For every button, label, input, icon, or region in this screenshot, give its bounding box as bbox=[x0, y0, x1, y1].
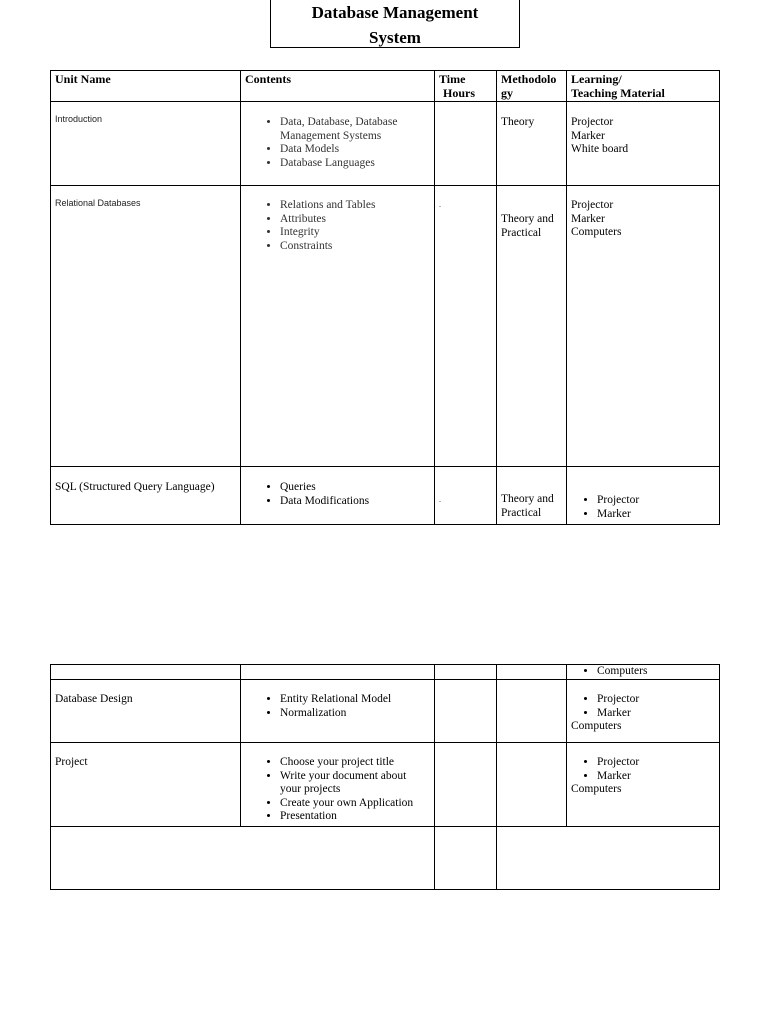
method-line-2: Practical bbox=[501, 226, 542, 239]
materials-list bbox=[567, 693, 719, 720]
contents-cell bbox=[241, 467, 435, 525]
document-title bbox=[270, 0, 520, 48]
header-contents: Contents bbox=[241, 71, 435, 102]
time-cell bbox=[435, 680, 497, 743]
time-cell bbox=[435, 827, 497, 890]
methodology-cell bbox=[497, 680, 567, 743]
unit-name-cell: Relational Databases bbox=[51, 186, 241, 467]
header-material-line-1: Learning/ bbox=[571, 72, 622, 86]
unit-name-cell: Database Design bbox=[51, 680, 241, 743]
header-time-hours bbox=[435, 71, 497, 102]
unit-name-cell: SQL (Structured Query Language) bbox=[51, 467, 241, 525]
materials-cell bbox=[567, 186, 720, 467]
list-item: • Entity Relational Model bbox=[280, 693, 434, 707]
time-cell: . bbox=[435, 186, 497, 467]
list-item: • Create your own Application bbox=[280, 797, 434, 811]
contents-list bbox=[241, 199, 434, 253]
list-item: • Marker bbox=[597, 770, 719, 784]
time-cell: . bbox=[435, 467, 497, 525]
list-item: • Data Models bbox=[280, 143, 434, 157]
list-item: • Normalization bbox=[280, 707, 434, 721]
header-material-line-2: Teaching Material bbox=[571, 86, 665, 100]
list-item: • Presentation bbox=[280, 810, 434, 824]
contents-cell bbox=[241, 743, 435, 827]
unit-name-cell bbox=[51, 665, 241, 680]
list-item: • Projector bbox=[597, 494, 719, 508]
header-time-line-1: Time bbox=[439, 72, 466, 86]
contents-cell bbox=[241, 186, 435, 467]
time-cell bbox=[435, 743, 497, 827]
material-item: Marker bbox=[571, 212, 605, 225]
empty-merged-cell bbox=[497, 827, 720, 890]
curriculum-table-2 bbox=[50, 664, 720, 890]
material-item: Marker bbox=[571, 129, 605, 142]
method-line-1: Theory and bbox=[501, 493, 554, 505]
header-unit-name: Unit Name bbox=[51, 71, 241, 102]
list-item: • Data, Database, Database Management Systems bbox=[280, 116, 434, 143]
header-method-line-2: gy bbox=[501, 86, 513, 100]
list-item: • Marker bbox=[597, 707, 719, 721]
table-row bbox=[51, 467, 720, 525]
contents-list bbox=[241, 481, 434, 508]
list-item: • Relations and Tables bbox=[280, 199, 434, 213]
contents-cell bbox=[241, 680, 435, 743]
table-row bbox=[51, 743, 720, 827]
method-line-1: Theory and bbox=[501, 213, 554, 225]
list-item: • Database Languages bbox=[280, 157, 434, 171]
material-item: Computers bbox=[571, 226, 622, 238]
material-item: Computers bbox=[571, 720, 622, 732]
header-materials bbox=[567, 71, 720, 102]
header-row bbox=[51, 71, 720, 102]
header-method-line-1: Methodolo bbox=[501, 72, 557, 86]
material-item: Projector bbox=[571, 199, 614, 211]
contents-cell bbox=[241, 665, 435, 680]
header-methodology bbox=[497, 71, 567, 102]
methodology-cell bbox=[497, 665, 567, 680]
methodology-cell: Theory bbox=[497, 102, 567, 186]
table-row bbox=[51, 186, 720, 467]
materials-cell bbox=[567, 680, 720, 743]
list-item: • Projector bbox=[597, 756, 719, 770]
methodology-cell bbox=[497, 743, 567, 827]
list-item: • Queries bbox=[280, 481, 434, 495]
contents-list bbox=[241, 756, 434, 824]
methodology-cell bbox=[497, 186, 567, 467]
table-row bbox=[51, 827, 720, 890]
materials-cell bbox=[567, 743, 720, 827]
materials-cell bbox=[567, 665, 720, 680]
table-row bbox=[51, 680, 720, 743]
table-row bbox=[51, 665, 720, 680]
list-item: • Integrity bbox=[280, 226, 434, 240]
list-item: • Choose your project title bbox=[280, 756, 434, 770]
curriculum-table-1 bbox=[50, 70, 720, 525]
time-cell bbox=[435, 665, 497, 680]
title-line-1: Database Management bbox=[311, 3, 479, 22]
materials-cell bbox=[567, 467, 720, 525]
unit-name-cell: Project bbox=[51, 743, 241, 827]
materials-list bbox=[567, 665, 719, 679]
list-item: • Constraints bbox=[280, 240, 434, 254]
materials-cell bbox=[567, 102, 720, 186]
materials-list bbox=[567, 494, 719, 521]
methodology-cell bbox=[497, 467, 567, 525]
material-item: White board bbox=[571, 143, 629, 155]
unit-name-cell: Introduction bbox=[51, 102, 241, 186]
header-time-line-2: Hours bbox=[443, 86, 476, 100]
empty-merged-cell bbox=[51, 827, 435, 890]
list-item: • Marker bbox=[597, 508, 719, 522]
method-line-2: Practical bbox=[501, 506, 542, 519]
material-item: Projector bbox=[571, 116, 614, 128]
contents-list bbox=[241, 693, 434, 720]
list-item: • Projector bbox=[597, 693, 719, 707]
title-line-2: System bbox=[369, 28, 421, 47]
materials-list bbox=[567, 756, 719, 783]
contents-cell bbox=[241, 102, 435, 186]
time-cell bbox=[435, 102, 497, 186]
list-item: • Attributes bbox=[280, 213, 434, 227]
material-item: Computers bbox=[571, 783, 622, 795]
list-item: • Computers bbox=[597, 665, 719, 679]
contents-list bbox=[241, 116, 434, 170]
table-row bbox=[51, 102, 720, 186]
list-item: • Data Modifications bbox=[280, 495, 434, 509]
list-item: • Write your document about your projects bbox=[280, 770, 434, 797]
